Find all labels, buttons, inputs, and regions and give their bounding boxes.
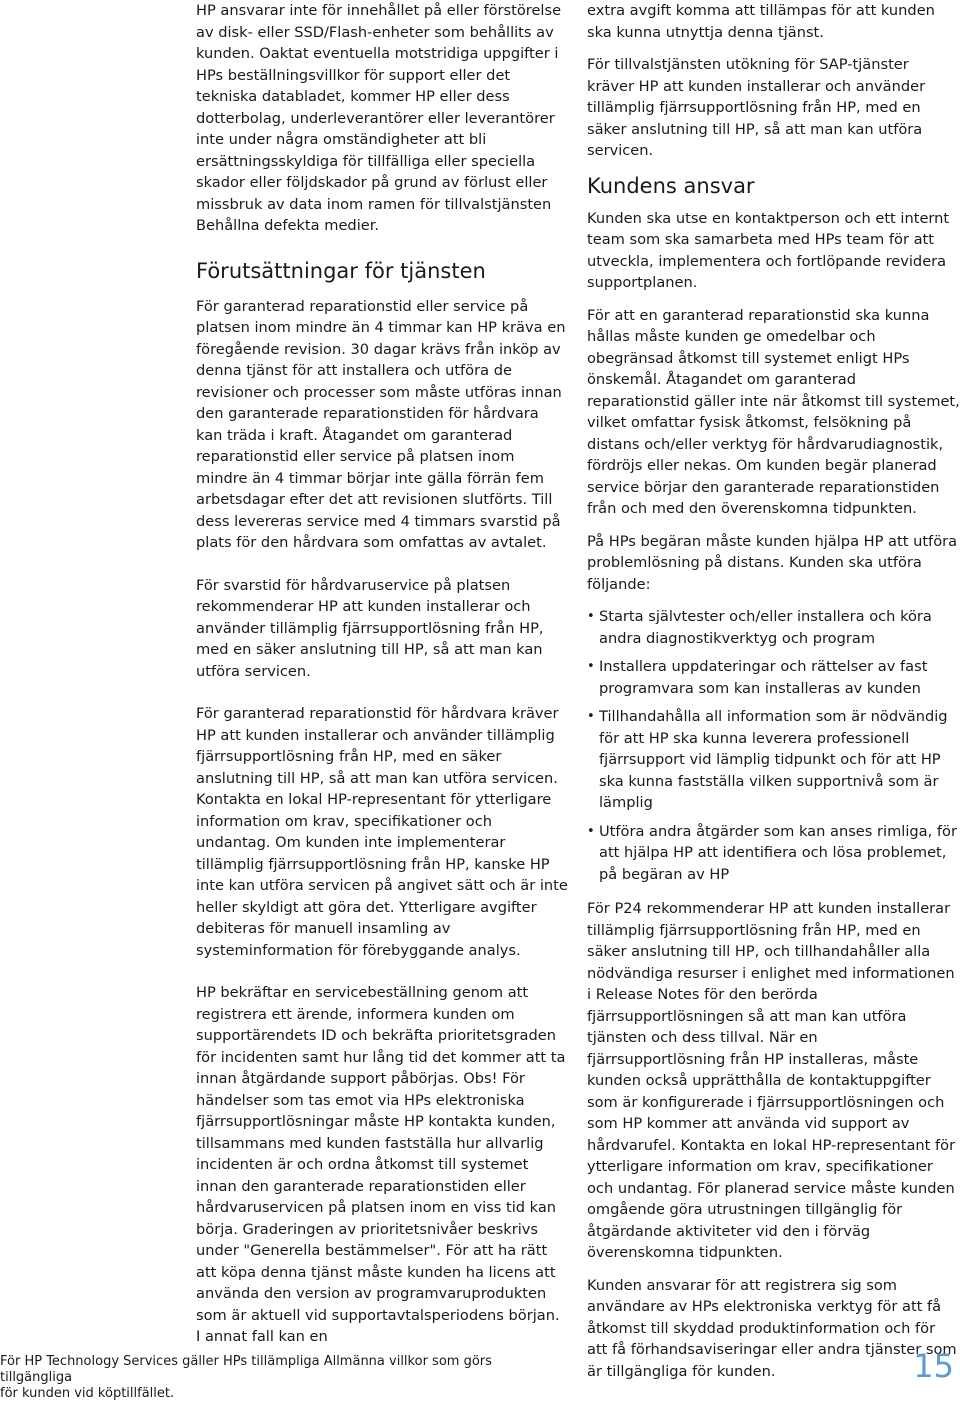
paragraph-remote-help: På HPs begäran måste kunden hjälpa HP att utföra problemlösning på distans. Kunden ska utföra följande:: [587, 532, 958, 593]
paragraph-repair-time: För garanterad reparationstid för hårdvara kräver HP att kunden installerar och använder tillämplig fjärrsupportlösning från HP, med en säker anslutning till HP, så att man kan utföra servicen. Kontakta en lokal HP-representant för ytterligare information om krav, specifikationer och undantag. Om kunden inte implementerar tillämplig fjärrsupportlösning från HP, kanske HP inte kan utföra servicen på angivet sätt och är inte heller skyldigt att göra det. Ytterligare avgifter debiteras för manuell insamling av systeminformation för förebyggande analys.: [196, 705, 568, 959]
section-heading-prerequisites: Förutsättningar för tjänsten: [196, 258, 486, 283]
section-heading-customer-responsibility: Kundens ansvar: [587, 173, 755, 198]
paragraph-liability: HP ansvarar inte för innehållet på eller förstörelse av disk- eller SSD/Flash-enheter som behållits av kunden. Oaktat eventuella motstridiga uppgifter i HPs beställningsvillkor för support eller det tekniska databladet, kommer HP eller dess dotterbolag, underleverantörer eller leverantörer inte under några omständigheter att bli ersättningsskyldiga för tillfälliga eller speciella skador eller följdskador på grund av förlust eller missbruk av data inom ramen för tillvalstjänsten Behållna defekta medier.: [196, 2, 562, 234]
list-item: • Starta självtester och/eller installera och köra andra diagnostikverktyg och program: [587, 606, 960, 649]
page-number: 15: [913, 1347, 954, 1385]
paragraph-sap: För tillvalstjänsten utökning för SAP-tjänster kräver HP att kunden installerar och använder tillämplig fjärrsupportlösning från HP, med en säker anslutning till HP, så att man kan utföra servicen.: [587, 56, 926, 159]
footer-line: För HP Technology Services gäller HPs tillämpliga Allmänna villkor som görs tillgängliga: [0, 1354, 492, 1385]
paragraph-registration: Kunden ansvarar för att registrera sig som användare av HPs elektroniska verktyg för att få åtkomst till skyddad produktinformation och för att få förhandsaviseringar eller andra tjänster som är tillgängliga för kunden.: [587, 1276, 957, 1380]
footer-note: [0, 1354, 520, 1402]
paragraph-response-time: För svarstid för hårdvaruservice på platsen rekommenderar HP att kunden installerar och använder tillämplig fjärrsupportlösning från HP, med en säker anslutning till HP, så att man kan utföra servicen.: [196, 576, 544, 680]
right-column: [587, 0, 960, 1393]
paragraph-extra-fee: extra avgift komma att tillämpas för att kunden ska kunna utnyttja denna tjänst.: [587, 2, 935, 41]
paragraph-access: För att en garanterad reparationstid ska kunna hållas måste kunden ge omedelbar och obegränsad åtkomst till systemet enligt HPs önskemål. Åtagandet om garanterad reparationstid gäller inte när åtkomst till systemet, vilket omfattar fysisk åtkomst, felsökning på distans och/eller verktyg för hårdvarudiagnostik, fördröjs eller nekas. Om kunden begär planerad service börjar den garanterade reparationstiden från och med den överenskomna tidpunkten.: [587, 306, 960, 517]
list-item: • Utföra andra åtgärder som kan anses rimliga, för att hjälpa HP att identifiera och lösa problemet, på begäran av HP: [587, 821, 960, 886]
paragraph-service-order: HP bekräftar en servicebeställning genom att registrera ett ärende, informera kunden om supportärendets ID och bekräfta prioritetsgraden för incidenten samt hur lång tid det kommer att ta innan åtgärdande support påbörjas. Obs! För händelser som tas emot via HPs elektroniska fjärrsupportlösningar måste HP kontakta kunden, tillsammans med kunden fastställa hur allvarlig incidenten är och ordna åtkomst till systemet innan den garanterade reparationstiden eller hårdvaruservicen på platsen inom en viss tid kan börja. Graderingen av prioritetsnivåer beskrivs under "Generella bestämmelser". För att ha rätt att köpa denna tjänst måste kunden ha licens att använda den version av programvaruprodukten som är aktuell vid supportavtalsperiodens början. I annat fall kan en: [196, 984, 566, 1345]
footer-line: för kunden vid köptillfället.: [0, 1386, 175, 1401]
paragraph-audit: För garanterad reparationstid eller service på platsen inom mindre än 4 timmar kan HP kräva en föregående revision. 30 dagar krävs från inköp av denna tjänst för att installera och utföra de revisioner och processer som måste utföras innan den garanterade reparationstiden för hårdvara kan träda i kraft. Åtagandet om garanterad reparationstid eller service på platsen inom mindre än 4 timmar börjar inte gälla förrän fem arbetsdagar efter det att revisionen slutförts. Till dess levereras service med 4 timmars svarstid på plats för den hårdvara som omfattas av avtalet.: [196, 297, 566, 551]
paragraph-contact-person: Kunden ska utse en kontaktperson och ett internt team som ska samarbeta med HPs team för att utveckla, implementera och fortlöpande revidera supportplanen.: [587, 209, 950, 291]
left-column: [196, 0, 568, 1369]
list-item: • Tillhandahålla all information som är nödvändig för att HP ska kunna leverera professionell fjärrsupport vid lämplig tidpunkt och för att HP ska kunna fastställa vilken supportnivå som är lämplig: [587, 706, 960, 814]
paragraph-p24: För P24 rekommenderar HP att kunden installerar tillämplig fjärrsupportlösning från HP, med en säker anslutning till HP, och tillhandahåller alla nödvändiga resurser i enlighet med informationen i Release Notes för den berörda fjärrsupportlösningen så att man kan utföra tjänsten och dess tillval. När en fjärrsupportlösning från HP installeras, måste kunden också upprätthålla de kontaktuppgifter som är konfigurerade i fjärrsupportlösningen och som HP kommer att använda vid support av hårdvarufel. Kontakta en lokal HP-representant för ytterligare information om krav, specifikationer och undantag. För planerad service måste kunden omgående göra utrustningen tillgänglig för åtgärdande aktiviteter vid den i förväg överenskomna tidpunkten.: [587, 900, 956, 1261]
bullet-list: [587, 606, 960, 885]
list-item: • Installera uppdateringar och rättelser av fast programvara som kan installeras av kunden: [587, 656, 960, 699]
